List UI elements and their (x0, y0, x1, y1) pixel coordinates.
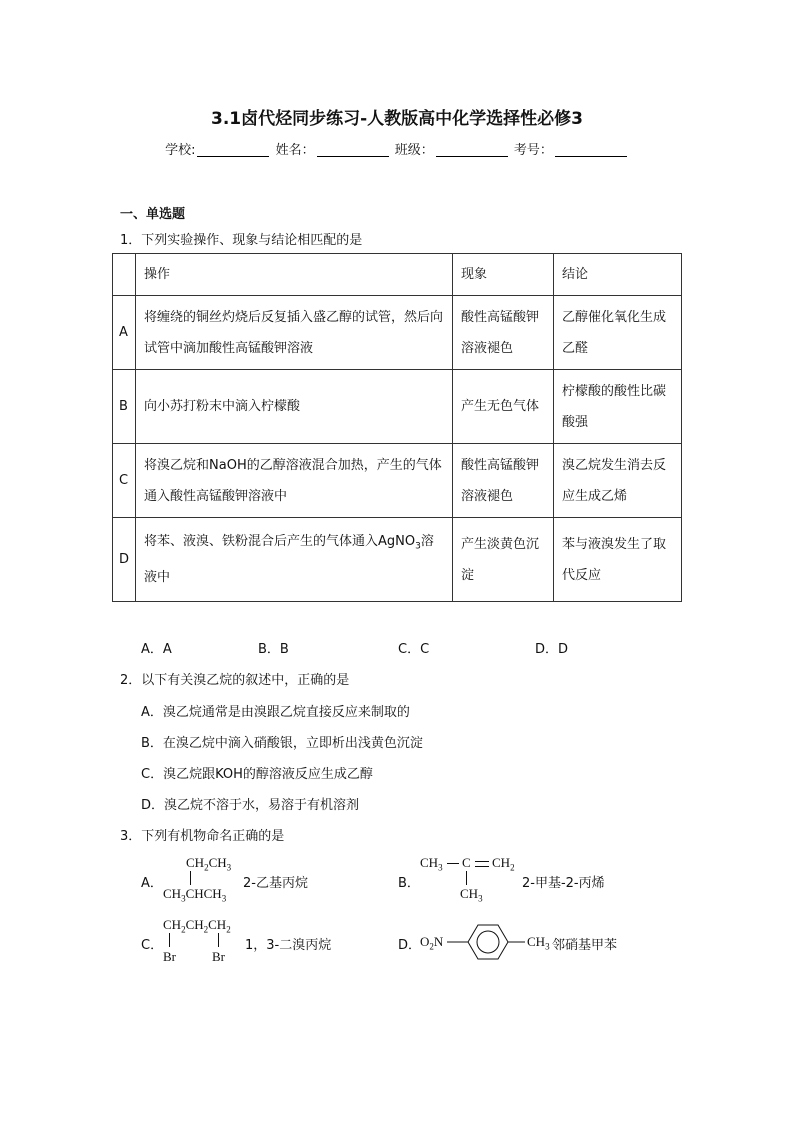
header-operation: 操作 (136, 254, 453, 296)
benzene-ring-icon (447, 919, 527, 965)
q1-table (112, 253, 682, 602)
q3b-single-bond (447, 863, 459, 864)
q3c-br-left: Br (163, 949, 176, 964)
q3a-bond (190, 871, 191, 885)
section-heading: 一、单选题 (120, 207, 186, 222)
row-operation (136, 518, 453, 602)
row-operation-text-end: 溶液中 (144, 533, 434, 586)
table-row (113, 370, 682, 444)
school-blank[interactable] (197, 142, 269, 157)
q3c-br-right: Br (212, 949, 225, 964)
q1-option-c[interactable]: C．C (398, 642, 430, 657)
q3d-methyl: $CH_3$ (527, 934, 550, 952)
row-conclusion: 柠檬酸的酸性比碳酸强 (554, 370, 682, 444)
row-label: B (113, 370, 136, 444)
row-phenomenon: 产生淡黄色沉淀 (453, 518, 554, 602)
q1-option-b[interactable]: B．B (258, 642, 289, 657)
q3a-top-group: $CH_2CH_3$ (186, 855, 232, 873)
row-conclusion: 溴乙烷发生消去反应生成乙烯 (554, 444, 682, 518)
q3-option-b-letter[interactable]: B． (398, 876, 420, 891)
q1-stem: 1．下列实验操作、现象与结论相匹配的是 (120, 233, 363, 248)
row-operation-text: 将苯、液溴、铁粉混合后产生的气体通入AgNO (144, 533, 416, 549)
header-conclusion: 结论 (554, 254, 682, 296)
class-label: 班级： (394, 143, 434, 158)
row-label: C (113, 444, 136, 518)
number-label: 考号： (513, 143, 553, 158)
table-row (113, 444, 682, 518)
class-blank[interactable] (436, 142, 508, 157)
q1-option-a[interactable]: A．A (141, 642, 172, 657)
q2-option-b[interactable]: B．在溴乙烷中滴入硝酸银，立即析出浅黄色沉淀 (141, 736, 423, 751)
header-phenomenon: 现象 (453, 254, 554, 296)
q1-option-d[interactable]: D．D (535, 642, 569, 657)
q3a-name: 2-乙基丙烷 (243, 876, 308, 891)
q3c-bond-left (169, 933, 170, 947)
row-phenomenon: 酸性高锰酸钾溶液褪色 (453, 444, 554, 518)
row-operation: 向小苏打粉末中滴入柠檬酸 (136, 370, 453, 444)
q3a-bottom-group: $CH_3CHCH_3$ (163, 886, 227, 904)
q2-stem: 2．以下有关溴乙烷的叙述中，正确的是 (120, 673, 350, 688)
q2-option-c[interactable]: C．溴乙烷跟KOH的醇溶液反应生成乙醇 (141, 767, 373, 782)
q2-option-d[interactable]: D．溴乙烷不溶于水，易溶于有机溶剂 (141, 798, 360, 813)
row-operation: 将溴乙烷和NaOH的乙醇溶液混合加热，产生的气体通入酸性高锰酸钾溶液中 (136, 444, 453, 518)
table-cell (113, 254, 136, 296)
student-info-line (0, 139, 794, 158)
page-title: 3.1卤代烃同步练习-人教版高中化学选择性必修3 (211, 109, 583, 129)
q3d-nitro-group: $O_2N$ (420, 934, 444, 952)
q3-option-a-letter[interactable]: A． (141, 876, 163, 891)
q3-stem: 3．下列有机物命名正确的是 (120, 829, 285, 844)
q3c-chain: $CH_2CH_2CH_2$ (163, 917, 231, 935)
row-operation-sub: 3 (415, 541, 421, 552)
q3c-bond-right (218, 933, 219, 947)
q3-option-c-letter[interactable]: C． (141, 938, 164, 953)
q3c-name: 1，3-二溴丙烷 (245, 938, 332, 953)
school-label: 学校: (165, 143, 196, 158)
q3b-mid-atom: C (462, 855, 471, 870)
row-phenomenon: 产生无色气体 (453, 370, 554, 444)
q3-option-d-letter[interactable]: D． (398, 938, 422, 953)
q3b-double-bond (475, 861, 489, 867)
row-conclusion: 乙醇催化氧化生成乙醛 (554, 296, 682, 370)
q3b-left-group: $CH_3$ (420, 855, 443, 873)
q3b-bottom-group: $CH_3$ (460, 886, 483, 904)
name-label: 姓名： (275, 143, 315, 158)
q3b-bond (466, 871, 467, 885)
row-label: D (113, 518, 136, 602)
row-phenomenon: 酸性高锰酸钾溶液褪色 (453, 296, 554, 370)
table-row (113, 518, 682, 602)
row-operation: 将缠绕的铜丝灼烧后反复插入盛乙醇的试管，然后向试管中滴加酸性高锰酸钾溶液 (136, 296, 453, 370)
q3b-right-group: $CH_2$ (492, 855, 515, 873)
row-conclusion: 苯与液溴发生了取代反应 (554, 518, 682, 602)
row-label: A (113, 296, 136, 370)
number-blank[interactable] (555, 142, 627, 157)
q3b-name: 2-甲基-2-丙烯 (522, 876, 605, 891)
q3d-name: 邻硝基甲苯 (552, 938, 618, 953)
table-row (113, 296, 682, 370)
table-header-row (113, 254, 682, 296)
name-blank[interactable] (317, 142, 389, 157)
q2-option-a[interactable]: A．溴乙烷通常是由溴跟乙烷直接反应来制取的 (141, 705, 410, 720)
